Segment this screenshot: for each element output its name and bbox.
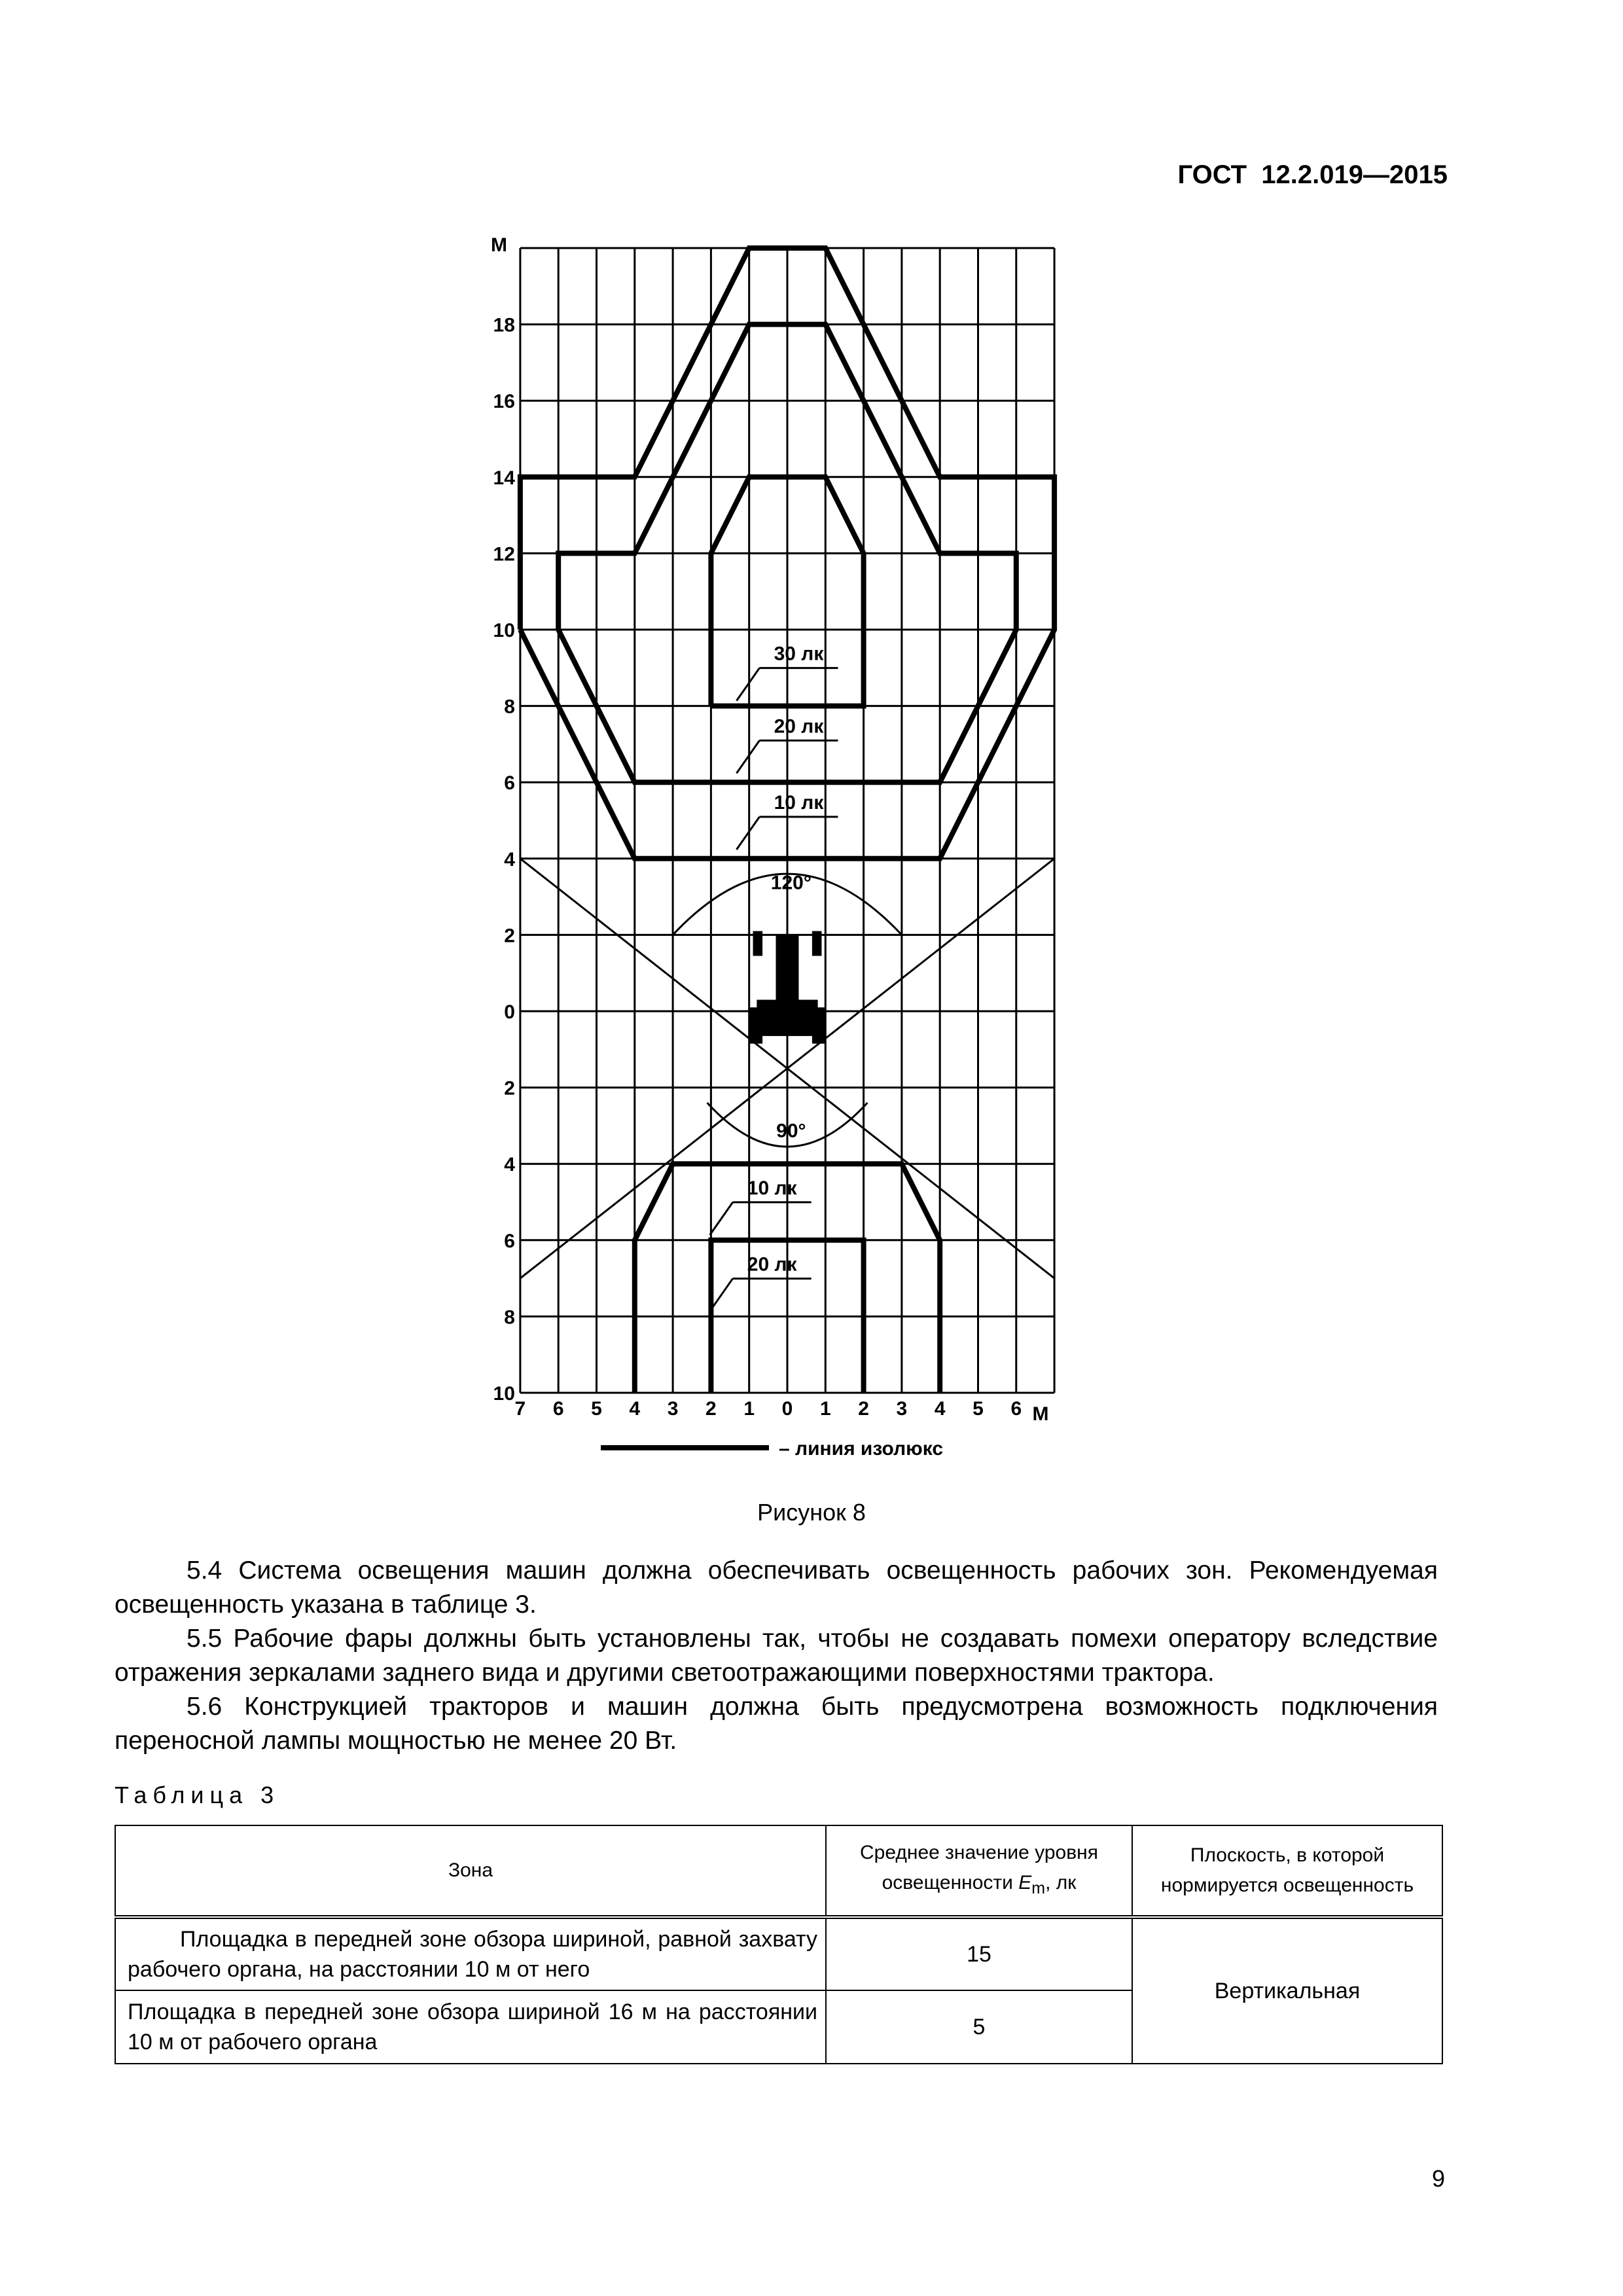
- front-wheel: [812, 931, 822, 956]
- header-average-illuminance: Среднее значение уровня освещенности $E_m$, лк: [826, 1825, 1132, 1917]
- x-tick-label: 6: [1010, 1398, 1022, 1420]
- y-axis-unit: М: [491, 234, 507, 256]
- rear-wheel: [812, 1007, 825, 1043]
- header-plane: Плоскость, в которой нормируется освещенность: [1132, 1825, 1442, 1917]
- x-tick-label: 0: [781, 1398, 793, 1420]
- y-tick-label: 2: [504, 925, 515, 947]
- x-tick-label: 7: [514, 1398, 526, 1420]
- label-leader: [736, 740, 759, 773]
- x-tick-label: 4: [629, 1398, 641, 1420]
- y-tick-label: 18: [493, 314, 515, 336]
- paragraph-5-5: 5.5 Рабочие фары должны быть установлены так, чтобы не создавать помехи оператору вследствие отражения зеркалами заднего вида и другими светоотражающими поверхностями трактора.: [115, 1624, 1438, 1687]
- paragraph-5-6: 5.6 Конструкцией тракторов и машин должна быть предусмотрена возможность подключения переносной лампы мощностью не менее 20 Вт.: [115, 1693, 1438, 1755]
- y-tick-label: 6: [504, 772, 515, 795]
- tractor-cab: [757, 1000, 817, 1036]
- y-tick-label: 6: [504, 1230, 515, 1252]
- label-30-lux: 30 лк: [774, 643, 824, 665]
- y-axis-ticks: [493, 315, 516, 1405]
- label-20-lux: 20 лк: [774, 715, 824, 738]
- legend-text: – линия изолюкс: [779, 1438, 944, 1460]
- x-axis-unit: М: [1032, 1403, 1049, 1425]
- row-zone: Площадка в передней зоне обзора шириной 16 м на расстоянии 10 м от рабочего органа: [115, 1990, 826, 2064]
- y-tick-label: 10: [493, 620, 515, 641]
- x-tick-label: 3: [667, 1398, 679, 1420]
- diagram-grid: [520, 248, 1054, 1393]
- x-tick-label: 6: [552, 1398, 564, 1420]
- x-tick-label: 5: [972, 1398, 984, 1420]
- row-value: 5: [826, 1990, 1132, 2064]
- illumination-table: [115, 1825, 1443, 2064]
- paragraph-5-4: 5.4 Система освещения машин должна обеспечивать освещенность рабочих зон. Рекомендуемая освещенность указана в таблице 3.: [115, 1556, 1438, 1619]
- y-tick-label: 16: [493, 391, 515, 413]
- x-tick-label: 1: [819, 1398, 831, 1420]
- x-axis-ticks: [515, 1398, 1022, 1420]
- angle-label-120: 120°: [770, 872, 812, 894]
- y-tick-label: 2: [504, 1077, 515, 1100]
- y-tick-label: 8: [504, 1306, 515, 1329]
- label-10-lux: 10 лк: [774, 792, 824, 814]
- table-title: Таблица 3: [115, 1782, 280, 1808]
- front-wheel: [753, 931, 763, 956]
- y-tick-label: 14: [493, 467, 515, 489]
- y-tick-label: 4: [504, 848, 515, 870]
- diagram-labels: [710, 643, 838, 1312]
- x-tick-label: 5: [591, 1398, 602, 1420]
- y-tick-label: 8: [504, 696, 515, 718]
- label-leader: [736, 668, 759, 701]
- label-leader: [736, 817, 759, 850]
- angle-label-90: 90°: [776, 1120, 806, 1142]
- row-plane: Вертикальная: [1132, 1917, 1442, 2064]
- figure-caption: Рисунок 8: [757, 1499, 866, 1526]
- page-number: 9: [1431, 2165, 1445, 2192]
- tractor-icon: [749, 931, 826, 1044]
- table-row: [115, 1917, 1442, 1990]
- document-header: ГОСТ 12.2.019—2015: [1177, 160, 1448, 189]
- y-tick-label: 0: [504, 1001, 515, 1023]
- x-tick-label: 4: [934, 1398, 946, 1420]
- label-leader: [710, 1202, 733, 1235]
- row-zone: Площадка в передней зоне обзора шириной, равной захвату рабочего органа, на расстоянии 10 м от него: [115, 1917, 826, 1990]
- x-tick-label: 1: [743, 1398, 755, 1420]
- y-tick-label: 12: [493, 543, 515, 565]
- y-tick-label: 4: [504, 1154, 515, 1176]
- row-value: 15: [826, 1917, 1132, 1990]
- header-zone: Зона: [115, 1825, 826, 1917]
- x-tick-label: 2: [705, 1398, 717, 1420]
- x-tick-label: 2: [858, 1398, 869, 1420]
- rear-wheel: [749, 1007, 762, 1043]
- y-tick-label: 10: [493, 1383, 515, 1405]
- label-rear-20-lux: 20 лк: [747, 1253, 797, 1276]
- x-tick-label: 3: [896, 1398, 908, 1420]
- label-rear-10-lux: 10 лк: [747, 1177, 797, 1199]
